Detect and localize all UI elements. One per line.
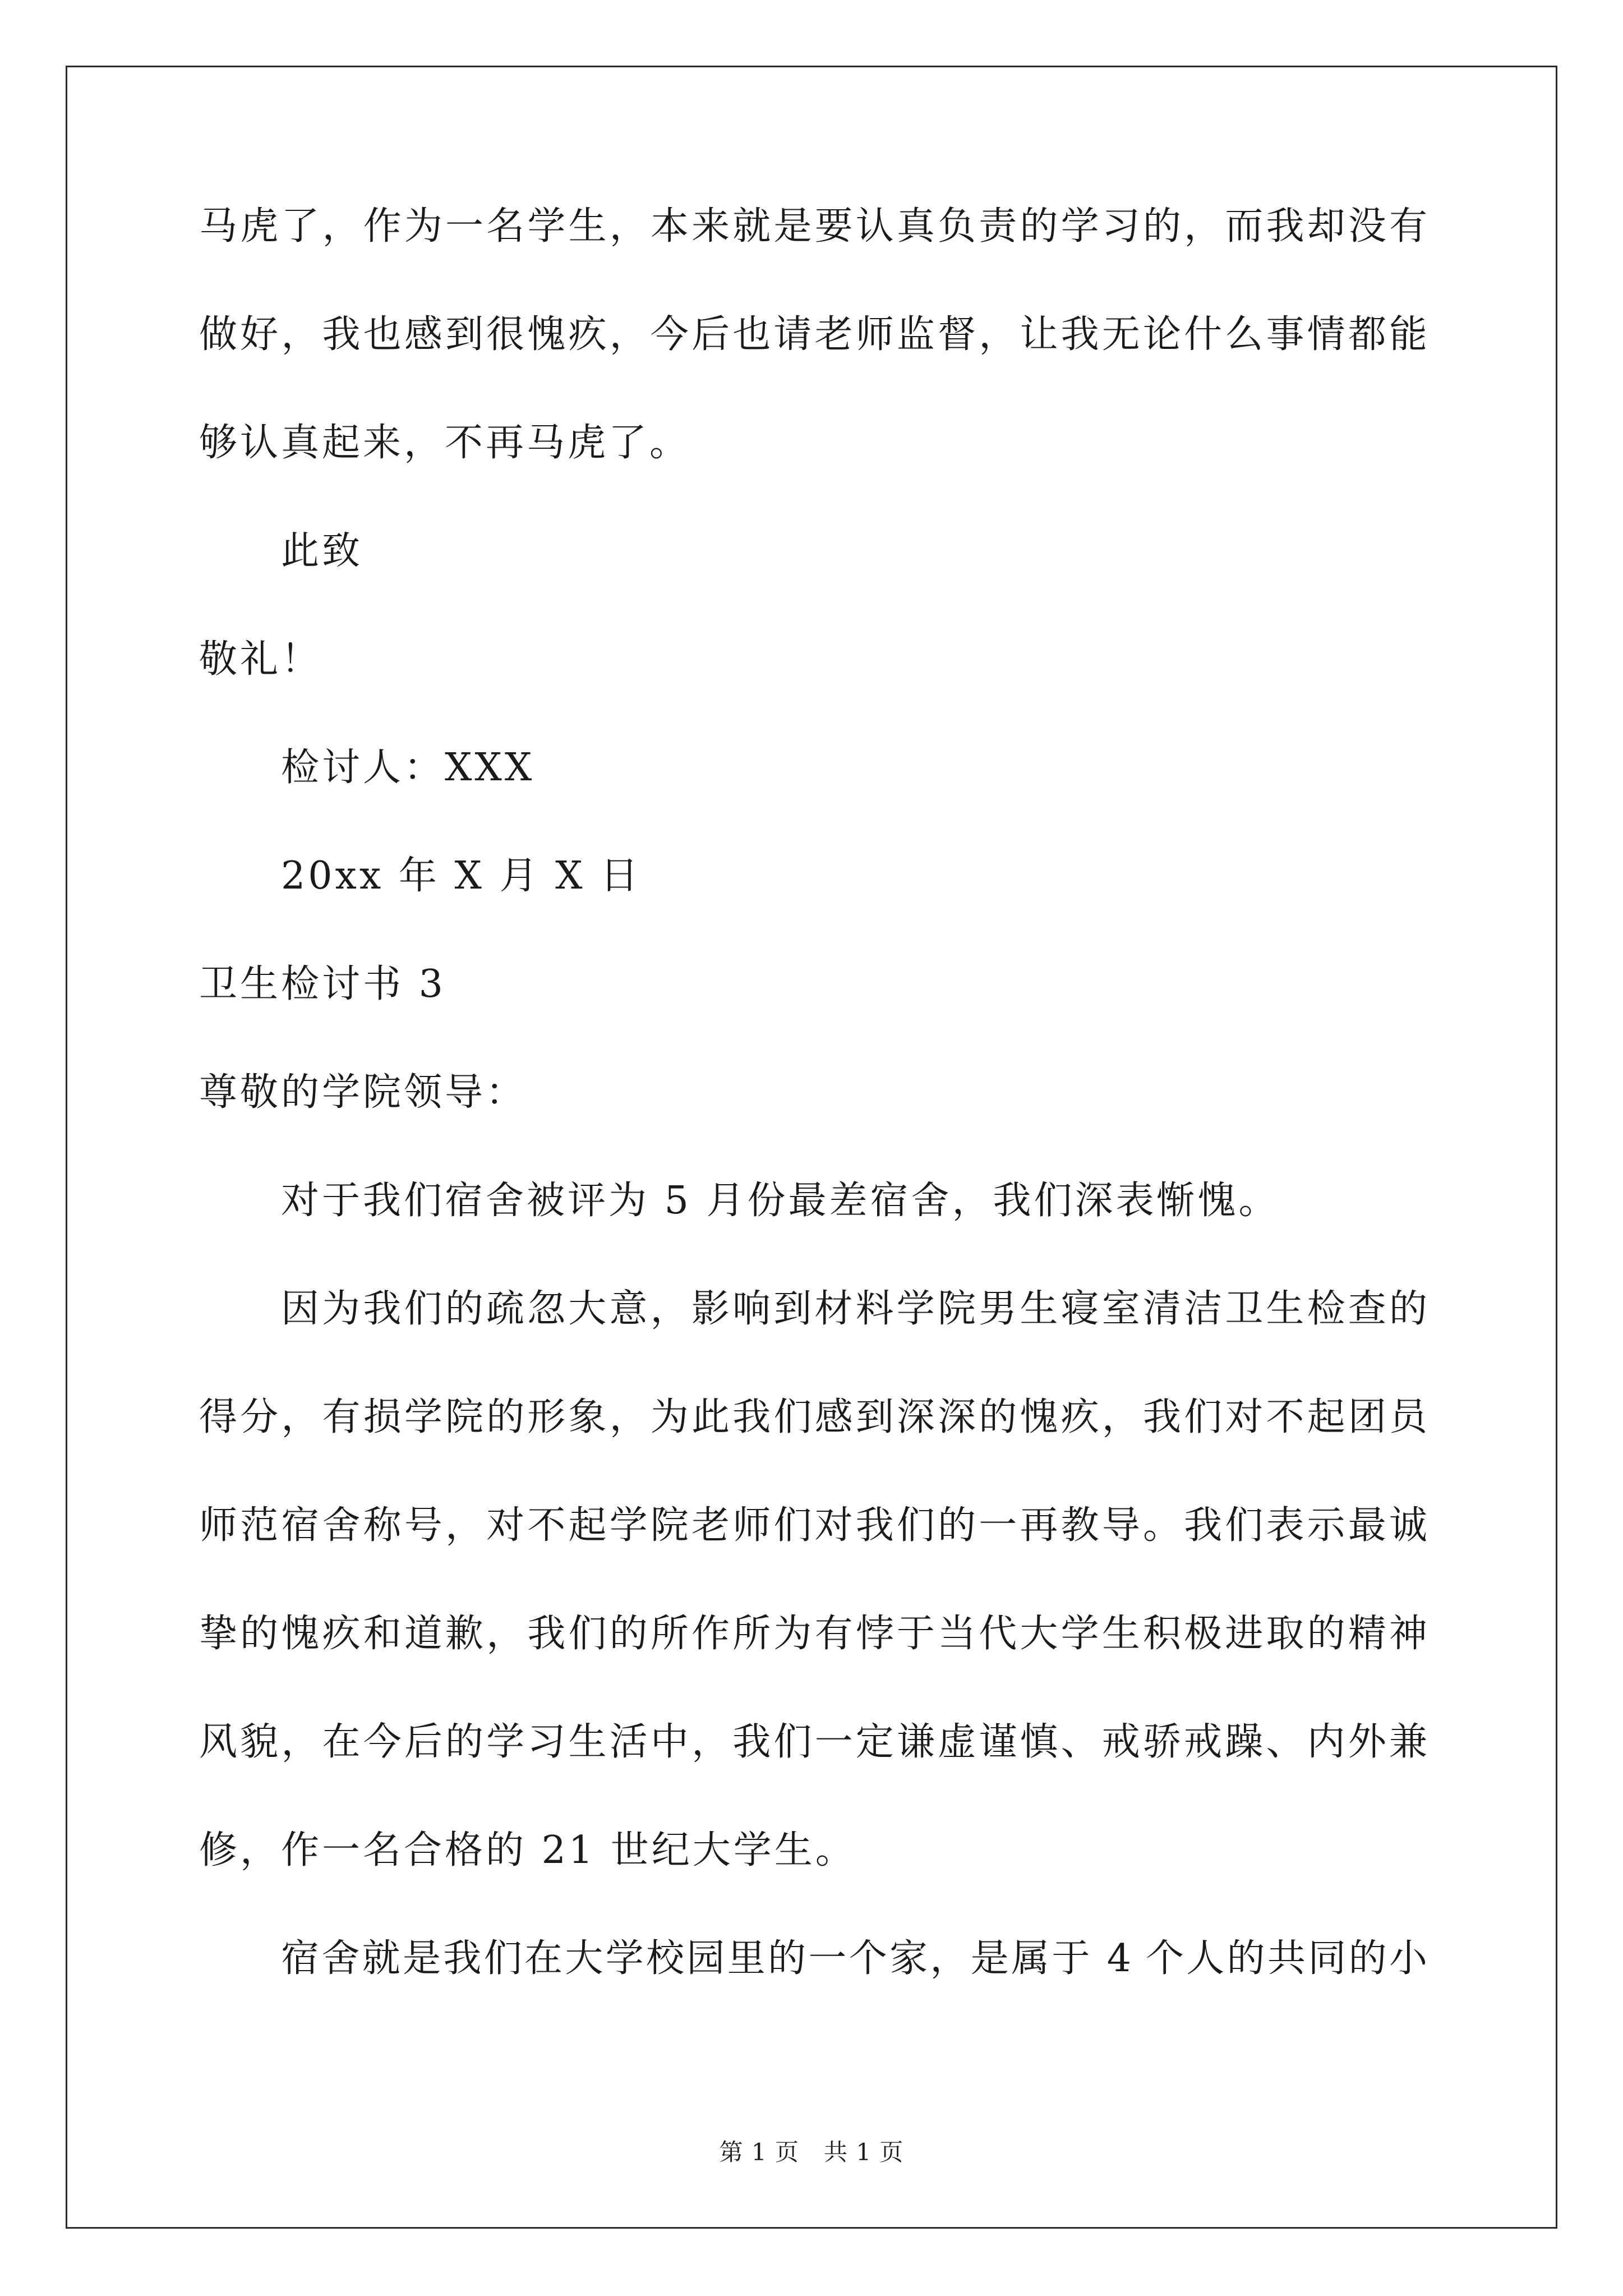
text-line: 因为我们的疏忽大意，影响到材料学院男生寝室清洁卫生检查的 [281,1287,1427,1331]
text-line: 师范宿舍称号，对不起学院老师们对我们的一再教导。我们表示最诚 [199,1503,1427,1548]
text-line: 够认真起来，不再马虎了。 [199,421,691,465]
text-line: 修，作一名合格的 21 世纪大学生。 [199,1828,856,1872]
section-title: 卫生检讨书 3 [199,962,446,1006]
text-line: 做好，我也感到很愧疚，今后也请老师监督，让我无论什么事情都能 [199,312,1427,357]
text-line: 马虎了，作为一名学生，本来就是要认真负责的学习的，而我却没有 [199,204,1427,249]
closing-regards: 敬礼！ [199,637,322,682]
text-line: 挚的愧疚和道歉，我们的所作所为有悖于当代大学生积极进取的精神 [199,1612,1427,1656]
document-body [199,204,1427,2048]
text-line: 对于我们宿舍被评为 5 月份最差宿舍，我们深表惭愧。 [281,1179,1280,1223]
page-footer [0,2138,1623,2166]
page-total: 共 1 页 [824,2138,904,2166]
page-number: 第 1 页 [719,2138,799,2166]
signature-line: 检讨人：XXX [281,746,535,790]
text-line: 风貌，在今后的学习生活中，我们一定谦虚谨慎、戒骄戒躁、内外兼 [199,1720,1427,1764]
closing-salutation: 此致 [281,529,363,573]
text-line: 得分，有损学院的形象，为此我们感到深深的愧疚，我们对不起团员 [199,1395,1427,1439]
letter-greeting: 尊敬的学院领导： [199,1070,527,1115]
text-line: 宿舍就是我们在大学校园里的一个家，是属于 4 个人的共同的小 [281,1936,1427,1981]
date-line: 20xx 年 X 月 X 日 [281,854,642,898]
